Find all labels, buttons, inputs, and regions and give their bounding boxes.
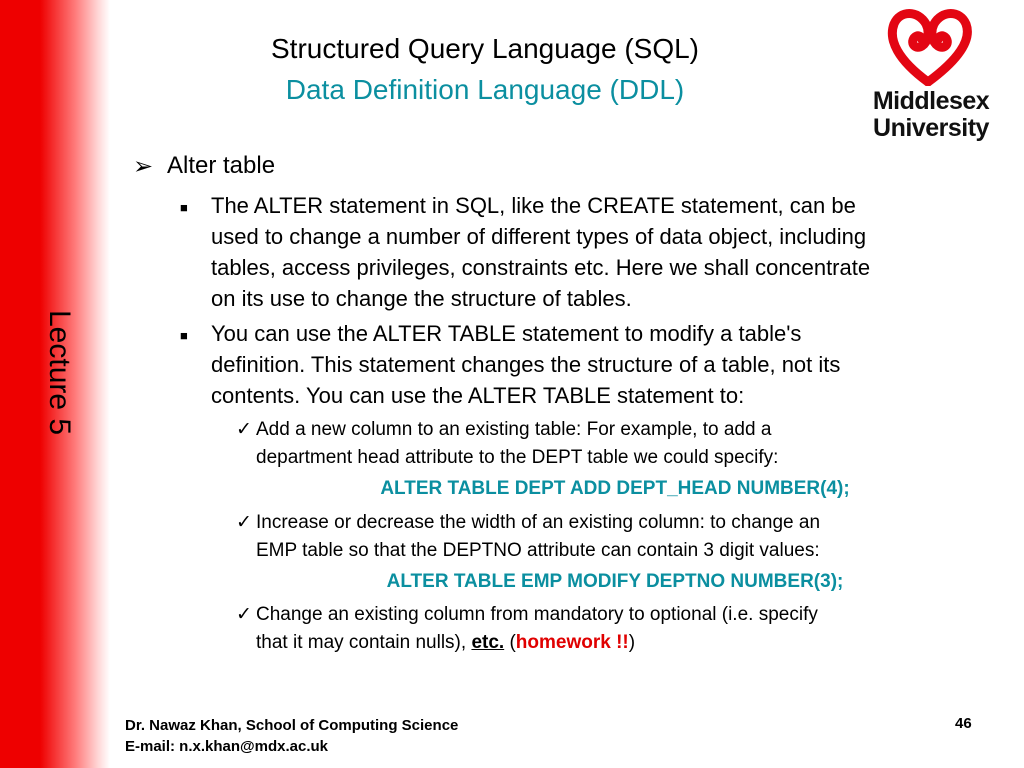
sidebar-band: [0, 0, 110, 768]
subpoint-line: EMP table so that the DEPTNO attribute can contain 3 digit values:: [256, 540, 820, 561]
homework-note: homework !!: [515, 632, 629, 653]
point-alter-statement: [180, 190, 980, 314]
point-alter-table: [180, 318, 980, 411]
point-line: definition. This statement changes the structure of a table, not its: [211, 352, 841, 377]
etc-link[interactable]: etc.: [471, 632, 505, 653]
point-line: tables, access privileges, constraints etc. Here we shall concentrate: [211, 255, 871, 280]
subpoint-line: Change an existing column from mandatory to optional (i.e. specify: [256, 604, 818, 625]
subpoint-mandatory-optional: [236, 601, 956, 657]
subpoint-add-column: [236, 416, 956, 472]
slide-subtitle: Data Definition Language (DDL): [285, 74, 685, 105]
point-line: on its use to change the structure of tables.: [211, 286, 632, 311]
bullet-alter-table: [133, 152, 275, 181]
subpoint-line: Increase or decrease the width of an existing column: to change an: [256, 512, 821, 533]
subpoint-text: that it may contain nulls),: [256, 632, 472, 653]
point-line: contents. You can use the ALTER TABLE statement to:: [211, 383, 745, 408]
logo-swirl-icon: [884, 4, 978, 86]
footer-name: Dr. Nawaz Khan, School of Computing Science: [125, 717, 459, 734]
bullet-text: Alter table: [167, 152, 276, 179]
point-line: You can use the ALTER TABLE statement to modify a table's: [211, 321, 802, 346]
logo-line-2: University: [873, 114, 989, 142]
open-paren: (: [504, 632, 516, 653]
check-icon: ✓: [236, 419, 252, 440]
slide-title: Structured Query Language (SQL): [270, 33, 699, 64]
arrow-bullet-icon: ➢: [133, 153, 154, 180]
check-icon: ✓: [236, 604, 252, 625]
subpoint-modify-width: [236, 509, 956, 565]
point-line: The ALTER statement in SQL, like the CREATE statement, can be: [211, 193, 856, 218]
footer-author: [125, 715, 458, 757]
logo-line-1: Middlesex: [872, 87, 990, 115]
footer-email: E-mail: n.x.khan@mdx.ac.uk: [125, 738, 329, 755]
page-number: 46: [955, 715, 972, 732]
sql-code-modify: ALTER TABLE EMP MODIFY DEPTNO NUMBER(3);: [386, 571, 844, 592]
square-bullet-icon: ■: [180, 328, 188, 343]
subpoint-line-2: [256, 629, 818, 657]
sql-code-add: ALTER TABLE DEPT ADD DEPT_HEAD NUMBER(4);: [380, 478, 850, 499]
university-logo: [872, 4, 990, 144]
subpoint-line: Add a new column to an existing table: For example, to add a: [256, 419, 772, 440]
check-icon: ✓: [236, 512, 252, 533]
subpoint-line: department head attribute to the DEPT table we could specify:: [256, 447, 779, 468]
close-paren: ): [628, 632, 636, 653]
lecture-label: Lecture 5: [43, 310, 76, 436]
square-bullet-icon: ■: [180, 200, 188, 215]
point-line: used to change a number of different types of data object, including: [211, 224, 867, 249]
